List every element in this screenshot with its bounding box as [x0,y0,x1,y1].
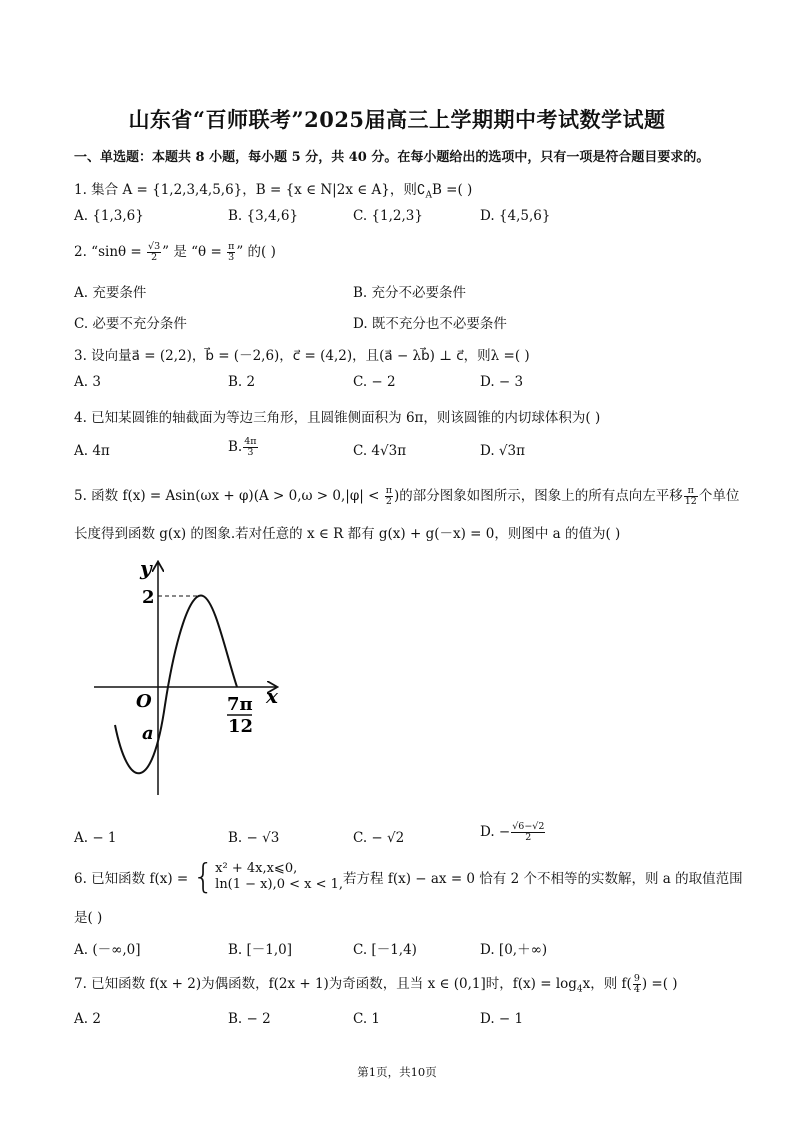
max-value-label: 2 [142,587,155,608]
zero-label-num: 7π [227,694,253,715]
q1-sub: A [425,190,432,201]
q6-option-b: B. [－1,0] [228,942,293,958]
page-footer: 第1页，共10页 [357,1065,437,1079]
q6-piecewise: x² + 4x,x⩽0, ln(1 − x),0 < x < 1, [215,861,344,892]
section-header: 一、单选题：本题共 8 小题，每小题 5 分，共 40 分。在每小题给出的选项中，只有一项是符合题目要求的。 [74,150,710,165]
question-7: 7. 已知函数 f(x + 2)为偶函数，f(2x + 1)为奇函数，且当 x ∈ (0,1]时，$f(x) = \log_4x$，则 f( $\frac{9}{4}$ ) =( ) [74,973,678,995]
q1-tail: B =( ) [431,182,473,198]
q4-option-d: D. √3π [480,443,525,459]
q2-suffix: ” 的( ) [236,244,276,260]
q5-option-a: A. − 1 [74,830,117,846]
q3-option-b: B. 2 [228,374,256,390]
q4-frac-4pi-over-3: $\frac{4\pi}{3}$ [244,436,257,458]
question-1 [74,178,472,201]
q5-frac-d: $\frac{√6-√2}{2}$ [512,821,545,843]
q2-option-a: A. 充要条件 [74,285,147,301]
question-3: 3. 设向量a⃗ = (2,2)，b⃗ = (－2,6)，c⃗ = (4,2)，且(a⃗ − λb⃗) ⊥ c⃗，则λ =( ) [74,348,530,364]
origin-label: O [136,691,152,712]
q1-text: 1. 集合 A = {1,2,3,4,5,6}，B = {x ∈ N|2x ∈ A}，则∁ [74,182,426,198]
q7-frac-9-over-4: $\frac{9}{4}$ [633,973,640,995]
q1-option-c: C. {1,2,3} [353,208,423,224]
q5-frac-pi-over-2: $\frac{\pi}{2}$ [385,485,392,507]
q2-frac-pi-over-3: $\frac{\pi}{3}$ [228,241,235,263]
q1-option-a: A. {1,3,6} [74,208,144,224]
q2-option-b: B. 充分不必要条件 [353,285,467,301]
q2-mid: ” 是 “θ = [162,244,227,260]
question-6-line-2: 是( ) [74,910,103,926]
question-4: 4. 已知某圆锥的轴截面为等边三角形，且圆锥侧面积为 6π，则该圆锥的内切球体积为( ) [74,410,601,426]
q1-option-b: B. {3,4,6} [228,208,299,224]
question-2 [74,240,276,263]
q7-option-b: B. − 2 [228,1011,271,1027]
q6-option-d: D. [0,＋∞) [480,942,548,958]
q5-option-d: D. − $\frac{√6-√2}{2}$ [480,821,545,843]
question-5-line-2: 长度得到函数 g(x) 的图象.若对任意的 x ∈ R 都有 g(x) + g(－x) = 0，则图中 a 的值为( ) [74,526,621,542]
sine-curve [115,596,237,774]
q6-option-a: A. (－∞,0] [74,942,141,958]
zero-label-den: 12 [228,716,254,737]
q4-option-b: B. $\frac{4\pi}{3}$ [228,436,257,458]
q4-option-c: C. 4√3π [353,443,407,459]
a-label: a [142,723,154,744]
question-6: 6. 已知函数 f(x) = { x² + 4x,x⩽0, ln(1 − x),0 < x < 1, 若方程 f(x) − ax = 0 恰有 2 个不相等的实数解，则 a 的取值范围 [74,857,743,897]
page-title: 山东省“百师联考”2025届高三上学期期中考试数学试题 [128,107,666,132]
q7-option-c: C. 1 [353,1011,381,1027]
q5-option-c: C. − √2 [353,830,405,846]
q3-option-d: D. − 3 [480,374,524,390]
x-axis-label: x [266,684,278,708]
q2-option-c: C. 必要不充分条件 [74,316,187,332]
question-5-line-1: 5. 函数 f(x) = Asin(ωx + φ)(A > 0,ω > 0,|φ| < $\frac{\pi}{2}$ )的部分图象如图所示，图象上的所有点向左平移 $\frac{\pi}{12}$ 个单位 [74,485,740,507]
q3-option-a: A. 3 [74,374,101,390]
q3-option-c: C. − 2 [353,374,396,390]
q6-brace: { [192,857,215,897]
q6-option-c: C. [－1,4) [353,942,417,958]
q2-option-d: D. 既不充分也不必要条件 [353,316,507,332]
q5-function-graph [90,555,290,805]
q4-option-a: A. 4π [74,443,110,459]
q7-option-a: A. 2 [74,1011,101,1027]
q5-frac-pi-over-12: $\frac{\pi}{12}$ [684,485,697,507]
q1-option-d: D. {4,5,6} [480,208,551,224]
q5-option-b: B. − √3 [228,830,280,846]
q2-frac-sqrt3-over-2: $\frac{√3}{2}$ [148,241,161,263]
q2-prefix: 2. “sinθ = [74,244,147,260]
q7-option-d: D. − 1 [480,1011,524,1027]
y-axis-label: y [140,556,152,580]
